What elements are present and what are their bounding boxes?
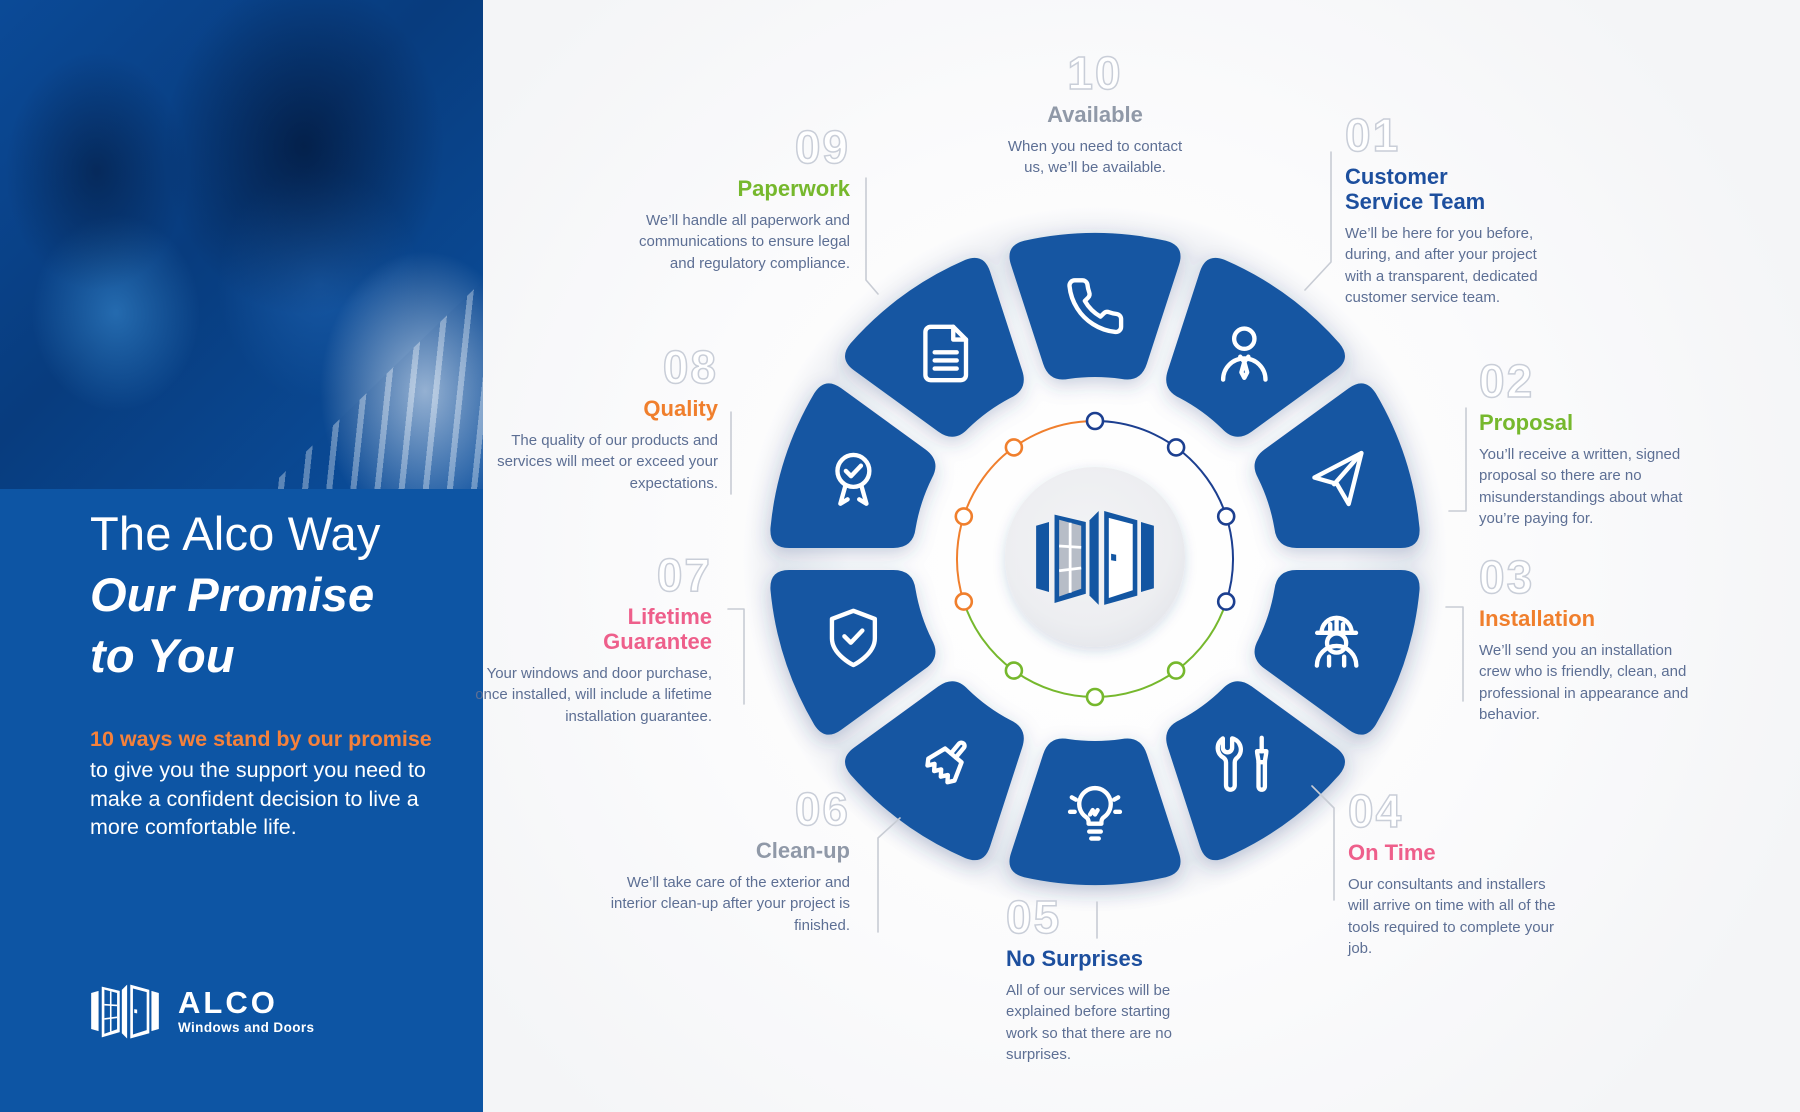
promise-desc-07: Your windows and door purchase, once installed, will include a lifetime installation guarantee. xyxy=(475,665,712,725)
connector-01 xyxy=(1305,152,1331,290)
promise-item-05 xyxy=(1006,891,1201,1065)
intro-body: to give you the support you need to make a confident decision to live a more comfortable life. xyxy=(90,758,426,839)
promise-title-row-01 xyxy=(1345,164,1553,214)
promise-title-row-03 xyxy=(1479,606,1701,631)
promise-desc-row-01 xyxy=(1345,223,1553,308)
logo-text xyxy=(178,984,315,1035)
promise-title-row-02 xyxy=(1479,410,1701,435)
promise-number-06: 06 xyxy=(794,783,850,835)
ring-node xyxy=(1006,663,1022,679)
promise-title-04: On Time xyxy=(1348,840,1436,865)
title-line-2: Our Promise xyxy=(90,568,375,621)
promise-number-02: 02 xyxy=(1479,355,1535,407)
promise-desc-row-07 xyxy=(472,663,712,727)
title-line-3: to You xyxy=(90,629,235,682)
promise-title-row-07 xyxy=(472,604,712,654)
promise-title-10: Available xyxy=(1047,102,1143,127)
promise-title-row-04 xyxy=(1348,840,1560,865)
promise-title-08: Quality xyxy=(643,396,718,421)
promise-item-02 xyxy=(1479,355,1701,529)
promise-desc-06: We’ll take care of the exterior and interior clean-up after your project is finished. xyxy=(610,874,850,934)
promise-number-04: 04 xyxy=(1348,785,1404,837)
promise-desc-row-08 xyxy=(478,430,718,494)
connector-09 xyxy=(866,178,878,294)
promise-title-row-06 xyxy=(610,838,850,863)
promise-title-02: Proposal xyxy=(1479,410,1574,435)
alco-logo xyxy=(88,980,314,1042)
promise-number-05: 05 xyxy=(1006,891,1062,943)
promise-desc-row-04 xyxy=(1348,874,1560,959)
ring-node xyxy=(1168,439,1184,455)
promise-desc-row-03 xyxy=(1479,640,1701,725)
promise-desc-10: When you need to contact us, we’ll be available. xyxy=(1007,138,1183,177)
hero-photo-stripes xyxy=(184,235,483,489)
promise-number-10: 10 xyxy=(1067,47,1123,99)
ring-node xyxy=(1087,689,1103,705)
promise-title-07: Lifetime Guarantee xyxy=(603,604,712,655)
promise-number-07: 07 xyxy=(656,549,712,601)
logo-tagline: Windows and Doors xyxy=(178,1019,315,1035)
open-window-and-door-icon xyxy=(88,980,162,1042)
page-title xyxy=(90,503,381,686)
ring-node xyxy=(1218,594,1234,610)
promise-desc-row-09 xyxy=(610,210,850,274)
promise-desc-01: We’ll be here for you before, during, and after your project with a transparent, dedicated customer service team. xyxy=(1345,225,1538,307)
connector-07 xyxy=(728,609,744,704)
promise-number-08: 08 xyxy=(662,341,718,393)
promise-title-06: Clean-up xyxy=(755,838,850,863)
promise-title-05: No Surprises xyxy=(1006,946,1143,971)
promise-title-row-10 xyxy=(945,102,1245,127)
promise-item-01 xyxy=(1345,109,1553,308)
promise-item-04 xyxy=(1348,785,1560,959)
ring-node xyxy=(956,594,972,610)
ring-node xyxy=(1006,439,1022,455)
ring-node xyxy=(956,508,972,524)
promise-desc-05: All of our services will be explained before starting work so that there are no surprises. xyxy=(1006,982,1172,1063)
promise-title-row-08 xyxy=(478,396,718,421)
ring-node xyxy=(1168,663,1184,679)
promise-number-09: 09 xyxy=(794,121,850,173)
connector-03 xyxy=(1446,607,1463,701)
promise-item-09 xyxy=(610,121,850,274)
promise-desc-08: The quality of our products and services will meet or exceed your expectations. xyxy=(497,432,718,492)
hero-photo xyxy=(0,0,483,489)
ring-node xyxy=(1087,413,1103,429)
promise-desc-row-02 xyxy=(1479,444,1701,529)
promise-desc-03: We’ll send you an installation crew who is friendly, clean, and professional in appearance and behavior. xyxy=(1479,642,1689,723)
promise-desc-02: You’ll receive a written, signed proposal so there are no misunderstandings about what you’re paying for. xyxy=(1479,446,1683,527)
promise-number-01: 01 xyxy=(1345,109,1401,161)
promise-item-06 xyxy=(610,783,850,936)
promise-item-08 xyxy=(478,341,718,494)
promise-title-03: Installation xyxy=(1479,606,1596,631)
promise-number-03: 03 xyxy=(1479,551,1535,603)
promise-desc-row-06 xyxy=(610,872,850,936)
connector-02 xyxy=(1449,408,1466,511)
title-line-1: The Alco Way xyxy=(90,507,381,560)
sidebar xyxy=(0,0,483,1112)
promise-desc-row-10 xyxy=(945,136,1245,179)
promise-title-row-05 xyxy=(1006,946,1201,971)
promise-title-09: Paperwork xyxy=(737,176,850,201)
promise-desc-04: Our consultants and installers will arrive on time with all of the tools required to complete your job. xyxy=(1348,876,1556,957)
promise-item-07 xyxy=(472,549,712,727)
promise-desc-row-05 xyxy=(1006,980,1201,1065)
ring-node xyxy=(1218,508,1234,524)
promise-desc-09: We’ll handle all paperwork and communications to ensure legal and regulatory compliance. xyxy=(639,212,850,272)
promise-item-10 xyxy=(945,47,1245,179)
intro-lead: 10 ways we stand by our promise xyxy=(90,727,432,751)
promise-title-row-09 xyxy=(610,176,850,201)
promise-title-01: Customer Service Team xyxy=(1345,164,1486,215)
logo-name: ALCO xyxy=(178,984,278,1020)
promise-item-03 xyxy=(1479,551,1701,725)
